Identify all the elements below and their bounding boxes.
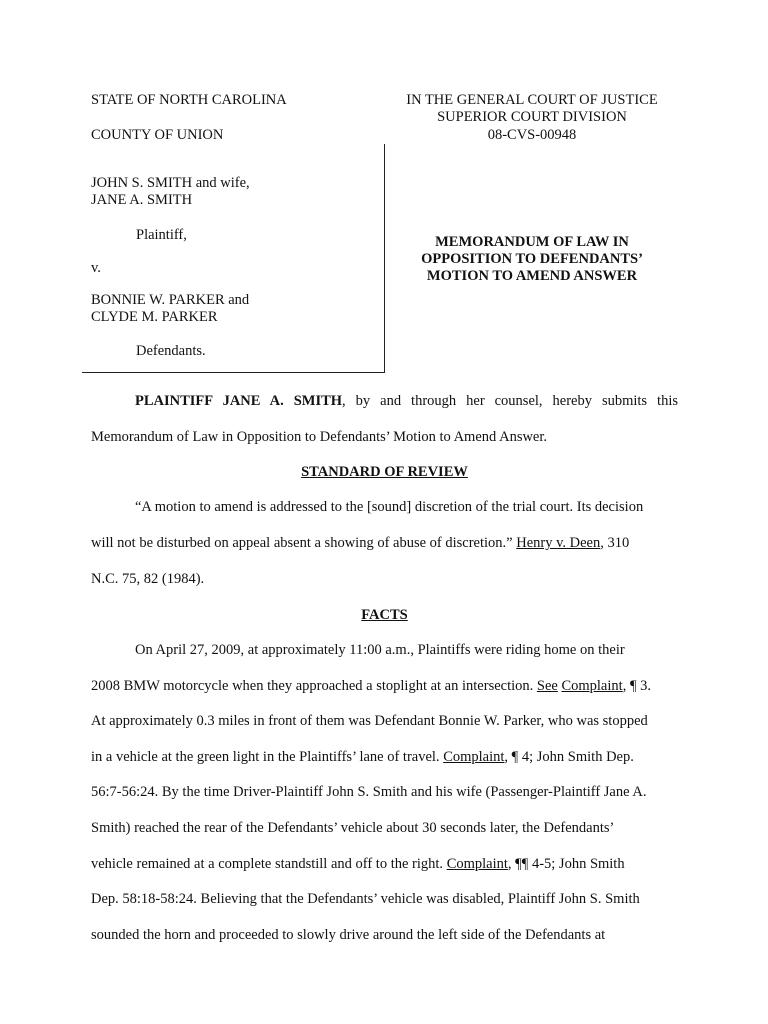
see-signal: See — [536, 678, 558, 694]
county-name: COUNTY OF UNION — [91, 127, 224, 143]
facts-line-3: At approximately 0.3 miles in front of them was Defendant Bonnie W. Parker, who was stopped — [91, 713, 648, 729]
caption-vertical-rule — [384, 144, 385, 372]
sor-line-2 — [91, 535, 678, 552]
plaintiffs-line-2: JANE A. SMITH — [91, 192, 193, 208]
standard-of-review-heading: STANDARD OF REVIEW — [301, 464, 468, 480]
sor-line-3: N.C. 75, 82 (1984). — [91, 571, 205, 587]
caption-horizontal-rule — [82, 372, 385, 373]
plaintiffs-line-1: JOHN S. SMITH and wife, — [91, 175, 250, 191]
facts-line-5: 56:7-56:24. By the time Driver-Plaintiff John S. Smith and his wife (Passenger-Plaintiff Jane A. — [91, 784, 647, 800]
facts-line-6: Smith) reached the rear of the Defendants’ vehicle about 30 seconds later, the Defendants’ — [91, 820, 615, 836]
versus: v. — [91, 260, 101, 276]
defendants-line-2: CLYDE M. PARKER — [91, 309, 218, 325]
facts-line-1: On April 27, 2009, at approximately 11:00 a.m., Plaintiffs were riding home on their — [135, 642, 625, 658]
facts-line-2-text: 2008 BMW motorcycle when they approached a stoplight at an intersection. — [91, 678, 537, 694]
defendants-line-1: BONNIE W. PARKER and — [91, 292, 250, 308]
facts-line-4 — [91, 749, 678, 766]
complaint-citation: Complaint — [443, 749, 505, 765]
complaint-citation: Complaint — [446, 856, 508, 872]
plaintiff-label: Plaintiff, — [136, 227, 187, 243]
facts-line-4-tail: , ¶ 4; John Smith Dep. — [504, 749, 634, 765]
memo-title — [392, 234, 672, 285]
facts-line-2-tail: , ¶ 3. — [622, 678, 652, 694]
memo-title-line-1: MEMORANDUM OF LAW IN — [435, 234, 629, 250]
memo-title-line-2: OPPOSITION TO DEFENDANTS’ — [421, 251, 643, 267]
sor-line-2-text: will not be disturbed on appeal absent a showing of abuse of discretion.” — [91, 535, 517, 551]
facts-line-2 — [91, 678, 678, 695]
facts-line-7-text: vehicle remained at a complete standstill and off to the right. — [91, 856, 447, 872]
court-name: IN THE GENERAL COURT OF JUSTICE — [406, 92, 658, 108]
facts-line-8: Dep. 58:18-58:24. Believing that the Defendants’ vehicle was disabled, Plaintiff John S. Smith — [91, 891, 640, 907]
sor-line-1: “A motion to amend is addressed to the [sound] discretion of the trial court. Its decision — [135, 499, 644, 515]
facts-line-4-text: in a vehicle at the green light in the Plaintiffs’ lane of travel. — [91, 749, 444, 765]
sor-line-2-tail: , 310 — [600, 535, 630, 551]
intro-party: PLAINTIFF JANE A. SMITH — [135, 393, 343, 409]
defendant-label: Defendants. — [136, 343, 206, 359]
facts-line-9: sounded the horn and proceeded to slowly drive around the left side of the Defendants at — [91, 927, 606, 943]
facts-line-7-tail: , ¶¶ 4-5; John Smith — [507, 856, 625, 872]
memo-title-line-3: MOTION TO AMEND ANSWER — [426, 268, 638, 284]
intro-rest: , by and through her counsel, hereby submits this — [342, 393, 678, 409]
facts-line-7 — [91, 856, 678, 873]
facts-heading: FACTS — [361, 607, 408, 623]
complaint-citation: Complaint — [561, 678, 623, 694]
case-citation: Henry v. Deen — [516, 535, 601, 551]
intro-line-1 — [135, 393, 678, 410]
court-division: SUPERIOR COURT DIVISION — [437, 109, 627, 125]
intro-line-2: Memorandum of Law in Opposition to Defendants’ Motion to Amend Answer. — [91, 429, 548, 445]
case-number: 08-CVS-00948 — [487, 127, 577, 143]
state-name: STATE OF NORTH CAROLINA — [91, 92, 287, 108]
